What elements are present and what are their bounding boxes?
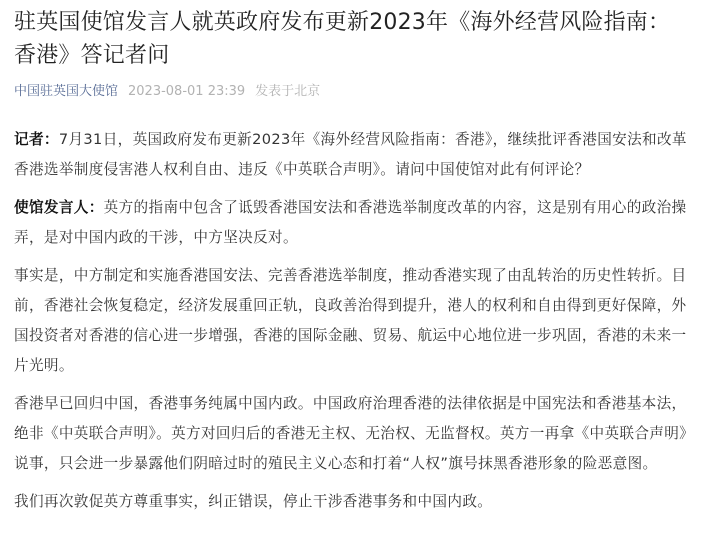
paragraph-text: 7月31日，英国政府发布更新2023年《海外经营风险指南：香港》，继续批评香港国安法和改革香港选举制度侵害港人权利自由、违反《中英联合声明》。请问中国使馆对此有何评论？ — [14, 131, 687, 178]
paragraph-urge — [14, 487, 692, 517]
speaker-label: 记者： — [14, 131, 59, 148]
account-name-link[interactable]: 中国驻英国大使馆 — [14, 84, 119, 99]
paragraph-facts — [14, 261, 692, 381]
paragraph-legal-basis — [14, 389, 692, 479]
paragraph-text: 香港早已回归中国，香港事务纯属中国内政。中国政府治理香港的法律依据是中国宪法和香港基本法，绝非《中英联合声明》。英方对回归后的香港无主权、无治权、无监督权。英方一再拿《中英联合声明》说事，只会进一步暴露他们阴暗过时的殖民主义心态和打着“人权”旗号抹黑香港形象的险恶意图。 — [14, 395, 687, 472]
paragraph-text: 英方的指南中包含了诋毁香港国安法和香港选举制度改革的内容，这是别有用心的政治操弄，是对中国内政的干涉，中方坚决反对。 — [14, 199, 687, 246]
paragraph-spokesperson-answer — [14, 193, 692, 253]
paragraph-text: 我们再次敦促英方尊重事实，纠正错误，停止干涉香港事务和中国内政。 — [14, 493, 493, 510]
speaker-label: 使馆发言人： — [14, 199, 104, 216]
paragraph-reporter-question — [14, 125, 692, 185]
article-body — [14, 125, 692, 517]
article-meta — [14, 82, 692, 102]
paragraph-text: 事实是，中方制定和实施香港国安法、完善香港选举制度，推动香港实现了由乱转治的历史性转折。目前，香港社会恢复稳定，经济发展重回正轨，良政善治得到提升，港人的权利和自由得到更好保障，外国投资者对香港的信心进一步增强，香港的国际金融、贸易、航运中心地位进一步巩固，香港的未来一片光明。 — [14, 267, 687, 374]
publish-location: 发表于北京 — [255, 84, 321, 99]
article-title: 驻英国使馆发言人就英政府发布更新2023年《海外经营风险指南：香港》答记者问 — [14, 10, 671, 68]
publish-time: 2023-08-01 23:39 — [128, 84, 246, 99]
